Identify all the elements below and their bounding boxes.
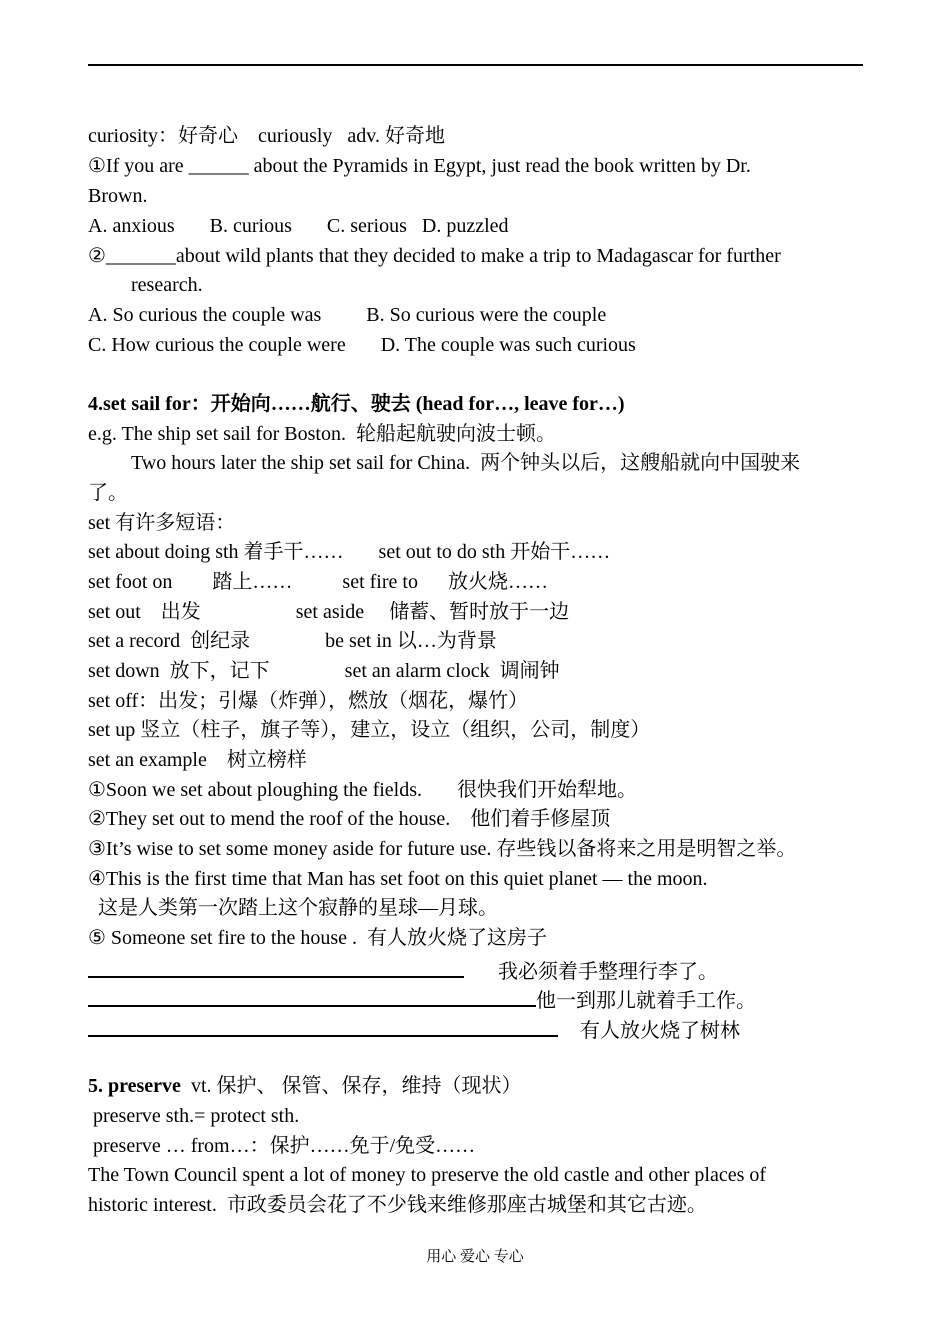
exercise-1-blank[interactable] [88, 956, 464, 978]
question-2-options-cd: C. How curious the couple were D. The couple was such curious [88, 334, 636, 356]
exercise-1 [88, 956, 718, 984]
exercise-2 [88, 985, 756, 1013]
sentence-4: ④This is the first time that Man has set foot on this quiet planet — the moon. [88, 868, 708, 890]
page-footer: 用心 爱心 专心 [426, 1249, 524, 1265]
question-1-cont: Brown. [88, 185, 148, 207]
exercise-2-blank[interactable] [88, 985, 536, 1007]
section-4-heading: 4.set sail for：开始向……航行、驶去 (head for…, leave for…) [88, 393, 625, 415]
preserve-usage-1: preserve sth.= protect sth. [93, 1105, 300, 1127]
exercise-3-prompt: 有人放火烧了树林 [580, 1020, 740, 1042]
question-1: ①If you are ______ about the Pyramids in Egypt, just read the book written by Dr. [88, 155, 751, 177]
sentence-3: ③It’s wise to set some money aside for future use. 存些钱以备将来之用是明智之举。 [88, 838, 797, 860]
question-2-options-ab: A. So curious the couple was B. So curious were the couple [88, 304, 607, 326]
example-1: e.g. The ship set sail for Boston. 轮船起航驶向波士顿。 [88, 423, 556, 445]
example-2-cont: 了。 [88, 482, 128, 504]
section-5-heading [88, 1074, 522, 1098]
phrase-row-7: set up 竖立（柱子，旗子等），建立，设立（组织，公司，制度） [88, 719, 651, 741]
section-5-heading-word: 5. preserve [88, 1075, 181, 1097]
question-1-options: A. anxious B. curious C. serious D. puzzled [88, 215, 509, 237]
section-5-heading-definition: vt. 保护、 保管、保存，维持（现状） [180, 1075, 522, 1097]
phrase-row-4: set a record 创纪录 be set in 以…为背景 [88, 630, 497, 652]
exercise-1-prompt: 我必须着手整理行李了。 [498, 961, 718, 983]
sentence-5: ⑤ Someone set fire to the house . 有人放火烧了这房子 [88, 927, 547, 949]
preserve-example: The Town Council spent a lot of money to preserve the old castle and other places of [88, 1164, 767, 1186]
preserve-example-cont: historic interest. 市政委员会花了不少钱来维修那座古城堡和其它古迹。 [88, 1194, 707, 1216]
exercise-3 [88, 1015, 740, 1043]
sentence-4-translation: 这是人类第一次踏上这个寂静的星球—月球。 [98, 897, 498, 919]
preserve-usage-2: preserve … from…：保护……免于/免受…… [93, 1135, 476, 1157]
phrase-row-1: set about doing sth 着手干…… set out to do sth 开始干…… [88, 541, 611, 563]
header-rule [88, 64, 863, 66]
exercise-3-blank[interactable] [88, 1015, 558, 1037]
phrase-row-8: set an example 树立榜样 [88, 749, 307, 771]
question-2: ②_______about wild plants that they decided to make a trip to Madagascar for further [88, 245, 781, 267]
phrase-row-5: set down 放下，记下 set an alarm clock 调闹钟 [88, 660, 560, 682]
set-phrases-intro: set 有许多短语： [88, 512, 236, 534]
curiosity-definition: curiosity：好奇心 curiously adv. 好奇地 [88, 125, 446, 147]
exercise-2-prompt: 他一到那儿就着手工作。 [536, 990, 756, 1012]
phrase-row-3: set out 出发 set aside 储蓄、暂时放于一边 [88, 601, 570, 623]
question-2-cont: research. [131, 274, 203, 296]
example-2: Two hours later the ship set sail for China. 两个钟头以后，这艘船就向中国驶来 [131, 452, 801, 474]
sentence-2: ②They set out to mend the roof of the house. 他们着手修屋顶 [88, 808, 611, 830]
phrase-row-6: set off：出发；引爆（炸弹），燃放（烟花，爆竹） [88, 690, 529, 712]
sentence-1: ①Soon we set about ploughing the fields. 很快我们开始犁地。 [88, 779, 638, 801]
phrase-row-2: set foot on 踏上…… set fire to 放火烧…… [88, 571, 548, 593]
